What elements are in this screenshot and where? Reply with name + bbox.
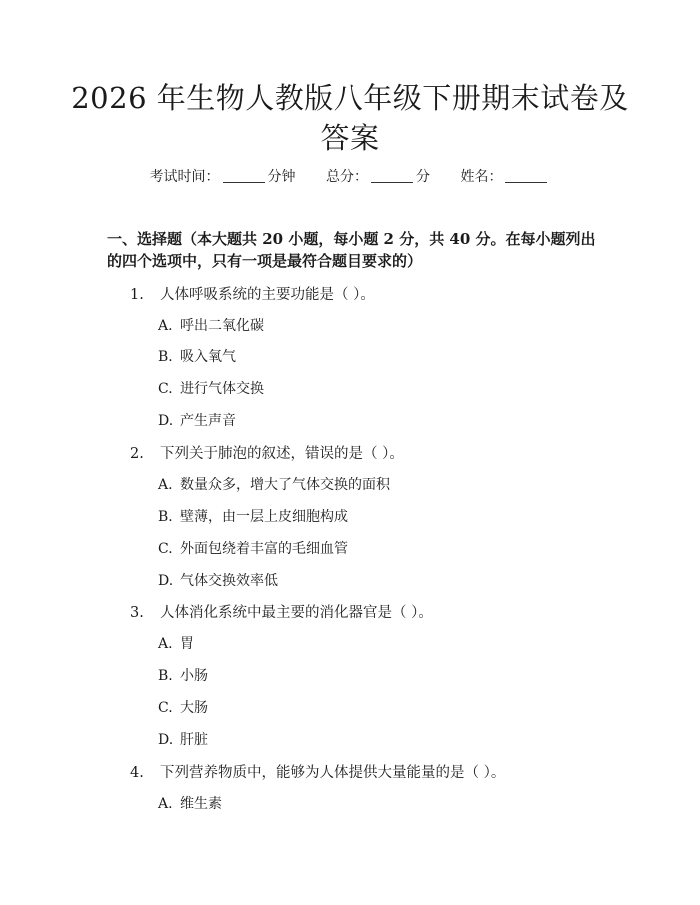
question-2 (130, 442, 404, 463)
option-text: 外面包绕着丰富的毛细血管 (180, 541, 348, 557)
option-letter: A. (158, 318, 173, 334)
option-2c (158, 538, 348, 558)
option-text: 产生声音 (180, 413, 236, 429)
option-3c (158, 697, 208, 717)
option-1a (158, 315, 264, 335)
score-unit: 分 (416, 169, 430, 185)
option-2a (158, 474, 390, 494)
student-name (460, 166, 550, 186)
option-letter: C. (158, 541, 173, 557)
option-letter: C. (158, 700, 173, 716)
option-3b (158, 665, 208, 685)
question-text: 下列关于肺泡的叙述，错误的是（ ）。 (160, 446, 404, 462)
time-label: 考试时间： (149, 169, 220, 185)
option-text: 气体交换效率低 (180, 573, 278, 589)
exam-time (150, 166, 296, 186)
question-text: 下列营养物质中，能够为人体提供大量能量的是（ ）。 (160, 765, 506, 781)
name-label: 姓名： (460, 169, 503, 185)
option-letter: D. (158, 413, 174, 429)
option-1b (158, 346, 236, 366)
option-letter: D. (158, 732, 174, 748)
option-text: 数量众多，增大了气体交换的面积 (180, 477, 390, 493)
option-text: 吸入氧气 (180, 349, 236, 365)
score-blank (371, 182, 413, 183)
option-text: 大肠 (180, 700, 208, 716)
option-text: 壁薄，由一层上皮细胞构成 (180, 509, 348, 525)
option-text: 小肠 (180, 668, 208, 684)
question-text: 人体呼吸系统的主要功能是（ ）。 (160, 287, 375, 303)
option-text: 胃 (180, 636, 194, 652)
option-1c (158, 378, 264, 398)
document-title: 2026 年生物人教版八年级下册期末试卷及答案 (71, 81, 629, 155)
question-number: 3. (130, 605, 144, 621)
option-letter: B. (158, 668, 173, 684)
option-3a (158, 633, 194, 653)
option-2d (158, 570, 278, 590)
option-4a (158, 793, 222, 813)
option-text: 肝脏 (180, 732, 208, 748)
time-unit: 分钟 (267, 169, 296, 185)
section-heading: 一、选择题（本大题共 20 小题，每小题 2 分，共 40 分。在每小题列出的四个选项中，只有一项是最符合题目要求的） (107, 230, 596, 270)
option-letter: C. (158, 381, 173, 397)
exam-meta-line (0, 166, 700, 186)
question-3 (130, 601, 433, 622)
question-number: 1. (130, 287, 144, 303)
option-text: 进行气体交换 (180, 381, 264, 397)
option-letter: B. (158, 349, 173, 365)
time-blank (223, 182, 265, 183)
option-3d (158, 729, 208, 749)
question-1 (130, 283, 375, 304)
option-letter: D. (158, 573, 174, 589)
question-4 (130, 761, 505, 782)
option-letter: A. (158, 636, 173, 652)
option-letter: B. (158, 509, 173, 525)
option-2b (158, 506, 348, 526)
score-label: 总分： (326, 169, 368, 185)
total-score (326, 166, 430, 186)
option-text: 呼出二氧化碳 (180, 318, 264, 334)
question-number: 4. (130, 765, 144, 781)
name-blank (505, 182, 547, 183)
question-number: 2. (130, 446, 144, 462)
option-letter: A. (158, 477, 173, 493)
option-letter: A. (158, 796, 173, 812)
option-text: 维生素 (180, 796, 222, 812)
question-text: 人体消化系统中最主要的消化器官是（ ）。 (160, 605, 433, 621)
option-1d (158, 410, 236, 430)
